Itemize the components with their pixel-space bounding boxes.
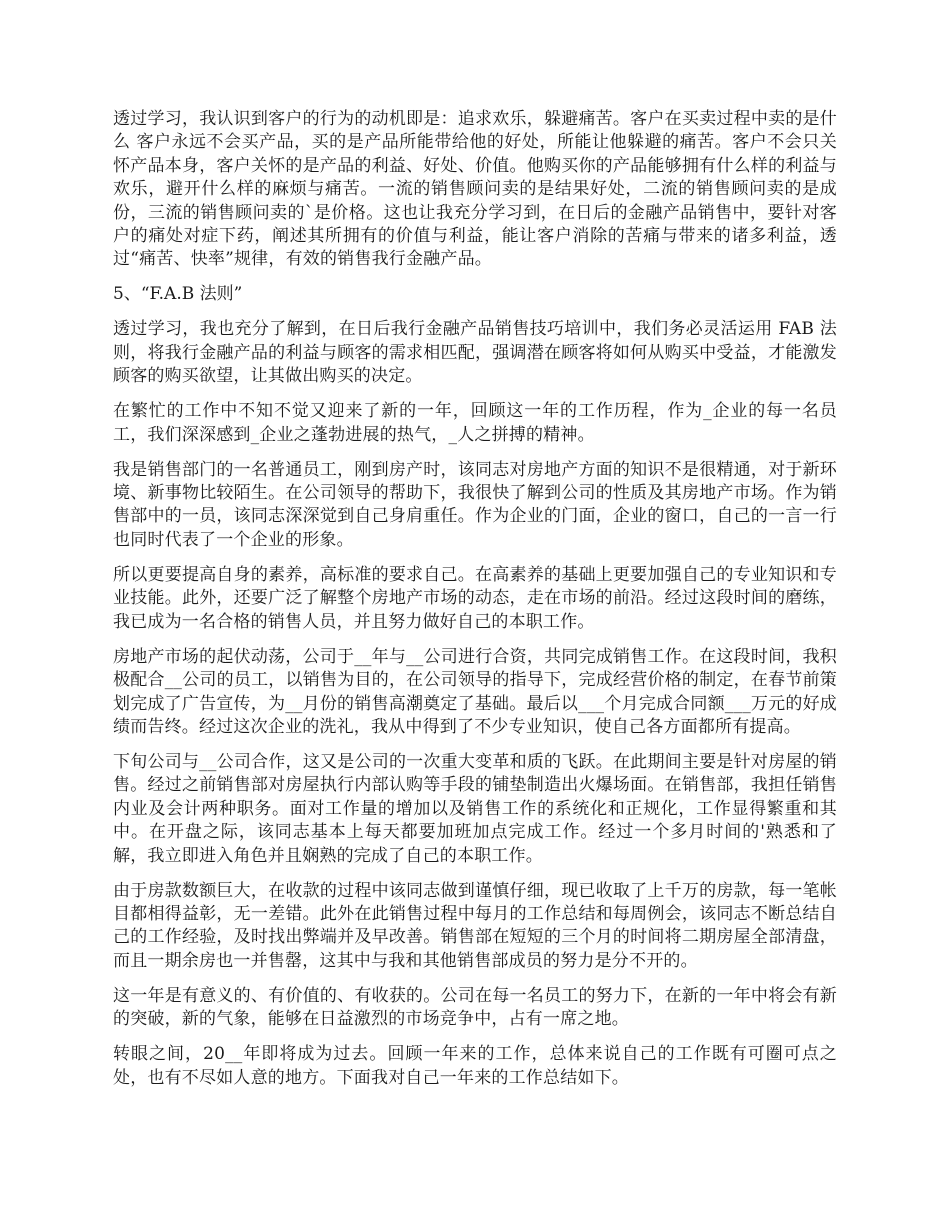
- paragraph-customer-motivation: 透过学习，我认识到客户的行为的动机即是：追求欢乐，躲避痛苦。客户在买卖过程中卖的是什么 客户永远不会买产品，买的是产品所能带给他的好处，所能让他躲避的痛苦。客户不会只关怀产品本身，客户关怀的是产品的利益、好处、价值。他购买你的产品能够拥有什么样的利益与欢乐，避开什么样的麻烦与痛苦。一流的销售顾问卖的是结果好处，二流的销售顾问卖的是成份，三流的销售顾问卖的`是价格。这也让我充分学习到，在日后的金融产品销售中，要针对客户的痛处对症下药，阐述其所拥有的价值与利益，能让客户消除的苦痛与带来的诸多利益，透过“痛苦、快率”规律，有效的销售我行金融产品。: [113, 109, 837, 270]
- paragraph-self-improvement: 所以更要提高自身的素养，高标准的要求自己。在高素养的基础上更要加强自己的专业知识和专业技能。此外，还要广泛了解整个房地产市场的动态，走在市场的前沿。经过这段时间的磨练，我已成为一名合格的销售人员，并且努力做好自己的本职工作。: [113, 564, 837, 632]
- section-heading-fab-rule: 5、“F.A.B 法则”: [113, 284, 243, 305]
- document-body: [113, 108, 837, 1102]
- paragraph-sales-employee: 我是销售部门的一名普通员工，刚到房产时，该同志对房地产方面的知识不是很精通，对于新环境、新事物比较陌生。在公司领导的帮助下，我很快了解到公司的性质及其房地产市场。作为销售部中的一员，该同志深深觉到自己身肩重任。作为企业的门面，企业的窗口，自己的一言一行也同时代表了一个企业的形象。: [113, 459, 837, 550]
- paragraph-meaningful-year: 这一年是有意义的、有价值的、有收获的。公司在每一名员工的努力下，在新的一年中将会有新的突破，新的气象，能够在日益激烈的市场竞争中，占有一席之地。: [113, 985, 837, 1030]
- paragraph-new-year: 在繁忙的工作中不知不觉又迎来了新的一年，回顾这一年的工作历程，作为_企业的每一名员工，我们深深感到_企业之蓬勃进展的热气，_人之拼搏的精神。: [113, 401, 837, 445]
- paragraph-payment-collection: 由于房款数额巨大，在收款的过程中该同志做到谨慎仔细，现已收取了上千万的房款，每一笔帐目都相得益彰，无一差错。此外在此销售过程中每月的工作总结和每周例会，该同志不断总结自己的工作经验，及时找出弊端并及早改善。销售部在短短的三个月的时间将二期房屋全部清盘，而且一期余房也一并售罄，这其中与我和其他销售部成员的努力是分不开的。: [113, 880, 837, 971]
- paragraph-joint-venture: 房地产市场的起伏动荡，公司于__年与__公司进行合资，共同完成销售工作。在这段时间，我积极配合__公司的员工，以销售为目的，在公司领导的指导下，完成经营价格的制定，在春节前策划完成了广告宣传，为__月份的销售高潮奠定了基础。最后以___个月完成合同额___万元的好成绩而告终。经过这次企业的洗礼，我从中得到了不少专业知识，使自己各方面都所有提高。: [113, 646, 837, 737]
- paragraph-fab-learning: 透过学习，我也充分了解到，在日后我行金融产品销售技巧培训中，我们务必灵活运用 FAB 法则，将我行金融产品的利益与顾客的需求相匹配，强调潜在顾客将如何从购买中受益，才能激发顾客的购买欲望，让其做出购买的决定。: [113, 319, 837, 387]
- paragraph-cooperation: 下旬公司与__公司合作，这又是公司的一次重大变革和质的飞跃。在此期间主要是针对房屋的销售。经过之前销售部对房屋执行内部认购等手段的铺垫制造出火爆场面。在销售部，我担任销售内业及会计两种职务。面对工作量的增加以及销售工作的系统化和正规化，工作显得繁重和其中。在开盘之际，该同志基本上每天都要加班加点完成工作。经过一个多月时间的'熟悉和了解，我立即进入角色并且娴熟的完成了自己的本职工作。: [113, 751, 837, 866]
- paragraph-year-summary: 转眼之间，20__年即将成为过去。回顾一年来的工作，总体来说自己的工作既有可圈可点之处，也有不尽如人意的地方。下面我对自己一年来的工作总结如下。: [113, 1044, 837, 1088]
